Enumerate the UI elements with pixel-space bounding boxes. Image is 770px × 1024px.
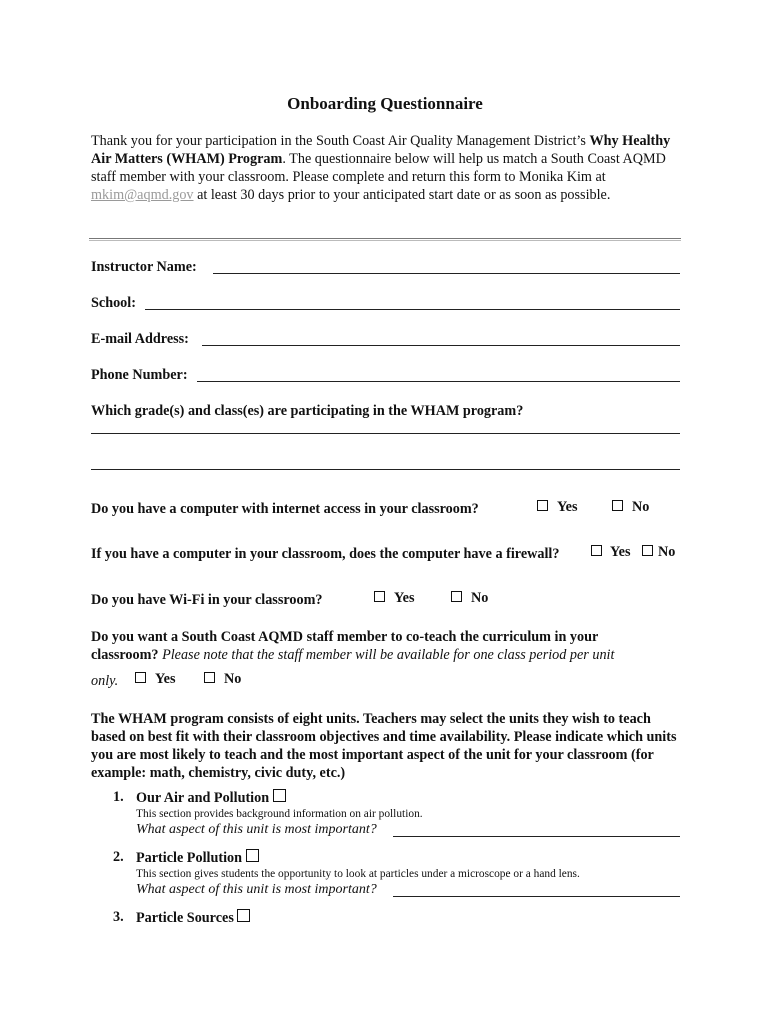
phone-number-label: Phone Number: (91, 367, 188, 383)
coteach-no-option[interactable] (204, 671, 241, 688)
checkbox-icon[interactable] (374, 591, 385, 602)
computer-question: Do you have a computer with internet access in your classroom? (91, 501, 479, 517)
unit-2-title (136, 849, 259, 867)
coteach-note-1: Please note that the staff member will be available for one class period per unit (158, 647, 615, 663)
intro-text-1: Thank you for your participation in the South Coast Air Quality Management District’s (91, 133, 590, 149)
no-label: No (632, 499, 650, 515)
school-field[interactable] (145, 309, 680, 310)
yes-label: Yes (394, 590, 415, 606)
phone-number-field[interactable] (197, 381, 680, 382)
coteach-note-2: only. (91, 673, 119, 689)
checkbox-icon[interactable] (642, 545, 653, 556)
unit-name: Our Air and Pollution (136, 790, 270, 806)
unit-number: 1. (113, 789, 124, 805)
divider (89, 238, 681, 241)
coteach-question-bold: classroom? (91, 647, 159, 663)
unit-number: 3. (113, 909, 124, 925)
units-intro: The WHAM program consists of eight units. Teachers may select the units they wish to teach based on best fit with their classroom objectives and time availability. Please indicate which units you are most likely to teach and the most important aspect of the unit for your classroom (for example: math, chemistry, civic duty, etc.) (91, 711, 677, 781)
checkbox-icon[interactable] (135, 672, 146, 683)
grades-label: Which grade(s) and class(es) are participating in the WHAM program? (91, 403, 524, 419)
unit-2-description: This section gives students the opportunity to look at particles under a microscope or a hand lens. (136, 868, 580, 880)
computer-yes-option[interactable] (537, 499, 578, 516)
firewall-yes-option[interactable] (591, 544, 631, 561)
checkbox-icon[interactable] (204, 672, 215, 683)
checkbox-icon[interactable] (537, 500, 548, 511)
unit-1-question: What aspect of this unit is most important? (136, 822, 377, 837)
intro-text-3: at least 30 days prior to your anticipated start date or as soon as possible. (193, 187, 611, 203)
unit-number: 2. (113, 849, 124, 865)
checkbox-icon[interactable] (451, 591, 462, 602)
unit-name: Particle Sources (136, 910, 234, 926)
computer-no-option[interactable] (612, 499, 649, 516)
wifi-question: Do you have Wi-Fi in your classroom? (91, 592, 323, 608)
school-label: School: (91, 295, 136, 311)
unit-2-question: What aspect of this unit is most important? (136, 882, 377, 897)
firewall-no-option[interactable] (642, 544, 675, 561)
unit-1-answer-field[interactable] (393, 836, 680, 837)
yes-label: Yes (610, 544, 631, 560)
coteach-yes-option[interactable] (135, 671, 176, 688)
email-link[interactable]: mkim@aqmd.gov (91, 187, 194, 203)
unit-1-title (136, 789, 286, 807)
no-label: No (224, 671, 242, 687)
checkbox-icon[interactable] (246, 849, 259, 862)
instructor-name-field[interactable] (213, 273, 680, 274)
unit-1-description: This section provides background information on air pollution. (136, 808, 423, 820)
unit-3-title (136, 909, 250, 927)
checkbox-icon[interactable] (237, 909, 250, 922)
checkbox-icon[interactable] (612, 500, 623, 511)
coteach-question-line-3 (91, 673, 118, 690)
wifi-no-option[interactable] (451, 590, 488, 607)
no-label: No (658, 544, 676, 560)
wifi-yes-option[interactable] (374, 590, 415, 607)
intro-text-2: . The questionnaire below will help us match a South Coast AQMD staff member with your classroom. Please complete and return this form to Monika Kim at (91, 151, 666, 185)
email-address-field[interactable] (202, 345, 680, 346)
program-name: Why Healthy Air Matters (WHAM) Program (91, 133, 671, 167)
no-label: No (471, 590, 489, 606)
yes-label: Yes (155, 671, 176, 687)
grades-field-line-2[interactable] (91, 469, 680, 470)
coteach-question-line-2 (91, 647, 614, 664)
unit-name: Particle Pollution (136, 850, 242, 866)
yes-label: Yes (557, 499, 578, 515)
instructor-name-label: Instructor Name: (91, 259, 197, 275)
intro-paragraph (91, 132, 681, 204)
checkbox-icon[interactable] (591, 545, 602, 556)
unit-2-answer-field[interactable] (393, 896, 680, 897)
checkbox-icon[interactable] (273, 789, 286, 802)
grades-field-line-1[interactable] (91, 433, 680, 434)
page-title: Onboarding Questionnaire (287, 94, 483, 113)
email-address-label: E-mail Address: (91, 331, 189, 347)
coteach-question-line-1: Do you want a South Coast AQMD staff member to co-teach the curriculum in your (91, 629, 599, 645)
firewall-question: If you have a computer in your classroom, does the computer have a firewall? (91, 546, 560, 562)
